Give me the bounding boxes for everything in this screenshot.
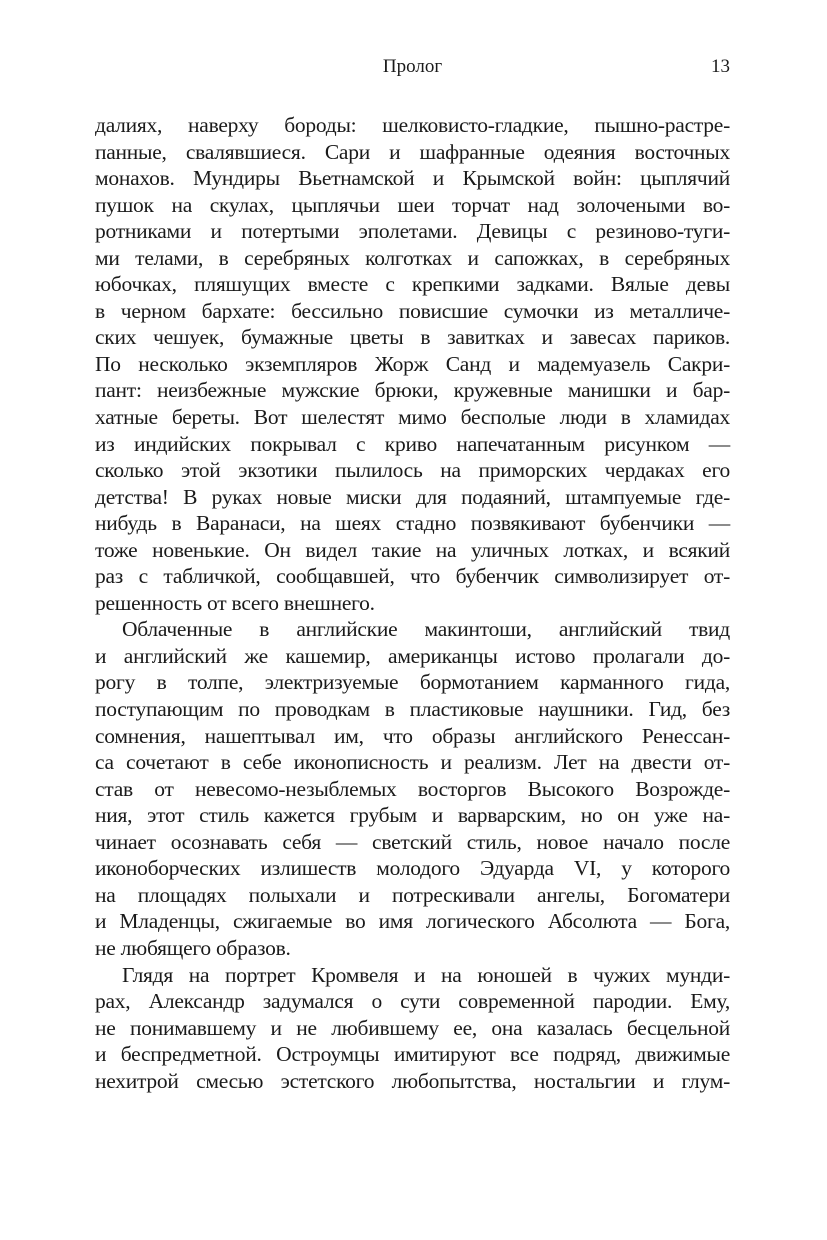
text-line: иконоборческих излишеств молодого Эдуарда VI, у которого [95, 856, 730, 881]
text-line: и Младенцы, сжигаемые во имя логического Абсолюта — Бога, [95, 909, 730, 934]
text-line: ских чешуек, бумажные цветы в завитках и завесах париков. [95, 325, 730, 350]
text-line: решенность от всего внешнего. [95, 590, 375, 615]
text-line: детства! В руках новые миски для подаяний, штампуемые где- [95, 484, 730, 509]
text-line: сомнения, нашептывал им, что образы английского Ренессан- [95, 723, 730, 748]
text-line: не любящего образов. [95, 935, 291, 960]
body-text [95, 112, 730, 1094]
text-line: Глядя на портрет Кромвеля и на юношей в чужих мунди- [122, 962, 730, 987]
text-line: рах, Александр задумался о сути современной пародии. Ему, [95, 989, 730, 1014]
text-line: панные, свалявшиеся. Сари и шафранные одеяния восточных [95, 139, 730, 164]
text-line: монахов. Мундиры Вьетнамской и Крымской войн: цыплячий [95, 166, 730, 191]
text-line: став от невесомо-незыблемых восторгов Высокого Возрожде- [95, 776, 730, 801]
text-line: са сочетают в себе иконописность и реализм. Лет на двести от- [95, 750, 730, 775]
text-line: и беспредметной. Остроумцы имитируют все подряд, движимые [95, 1042, 730, 1067]
text-line: юбочках, пляшущих вместе с крепкими задками. Вялые девы [95, 272, 730, 297]
text-line: пант: неизбежные мужские брюки, кружевные манишки и бар- [95, 378, 730, 403]
text-line: раз с табличкой, сообщавшей, что бубенчик символизирует от- [95, 564, 730, 589]
text-line: нехитрой смесью эстетского любопытства, ностальгии и глум- [95, 1068, 730, 1093]
paragraph [95, 616, 730, 961]
text-line: тоже новенькие. Он видел такие на уличных лотках, и всякий [95, 537, 730, 562]
text-line: из индийских покрывал с криво напечатанным рисунком — [95, 431, 730, 456]
text-line: на площадях полыхали и потрескивали ангелы, Богоматери [95, 882, 730, 907]
text-line: рогу в толпе, электризуемые бормотанием карманного гида, [95, 670, 730, 695]
text-line: хатные береты. Вот шелестят мимо бесполые люди в хламидах [95, 405, 730, 430]
paragraph [95, 112, 730, 616]
text-line: чинает осознавать себя — светский стиль, новое начало после [95, 829, 730, 854]
text-line: ротниками и потертыми эполетами. Девицы с резиново-туги- [95, 219, 730, 244]
text-line: не понимавшему и не любившему ее, она казалась бесцельной [95, 1015, 730, 1040]
text-line: поступающим по проводкам в пластиковые наушники. Гид, без [95, 697, 730, 722]
text-line: Облаченные в английские макинтоши, английский твид [122, 617, 730, 642]
text-line: далиях, наверху бороды: шелковисто-гладкие, пышно-растре- [95, 113, 730, 137]
text-line: По несколько экземпляров Жорж Санд и мадемуазель Сакри- [95, 351, 730, 376]
page-number: 13 [711, 56, 730, 77]
paragraph [95, 962, 730, 1095]
running-title: Пролог [382, 56, 443, 77]
text-line: в черном бархате: бессильно повисшие сумочки из металличе- [95, 298, 730, 323]
text-line: ния, этот стиль кажется грубым и варварским, но он уже на- [95, 803, 730, 828]
text-line: пушок на скулах, цыплячьи шеи торчат над золочеными во- [95, 192, 730, 217]
text-line: и английский же кашемир, американцы истово пролагали до- [95, 643, 730, 668]
text-line: сколько этой экзотики пылилось на приморских чердаках его [95, 458, 730, 483]
running-header [95, 56, 730, 82]
text-line: нибудь в Варанаси, на шеях стадно позвякивают бубенчики — [95, 511, 730, 536]
text-line: ми телами, в серебряных колготках и сапожках, в серебряных [95, 245, 730, 270]
